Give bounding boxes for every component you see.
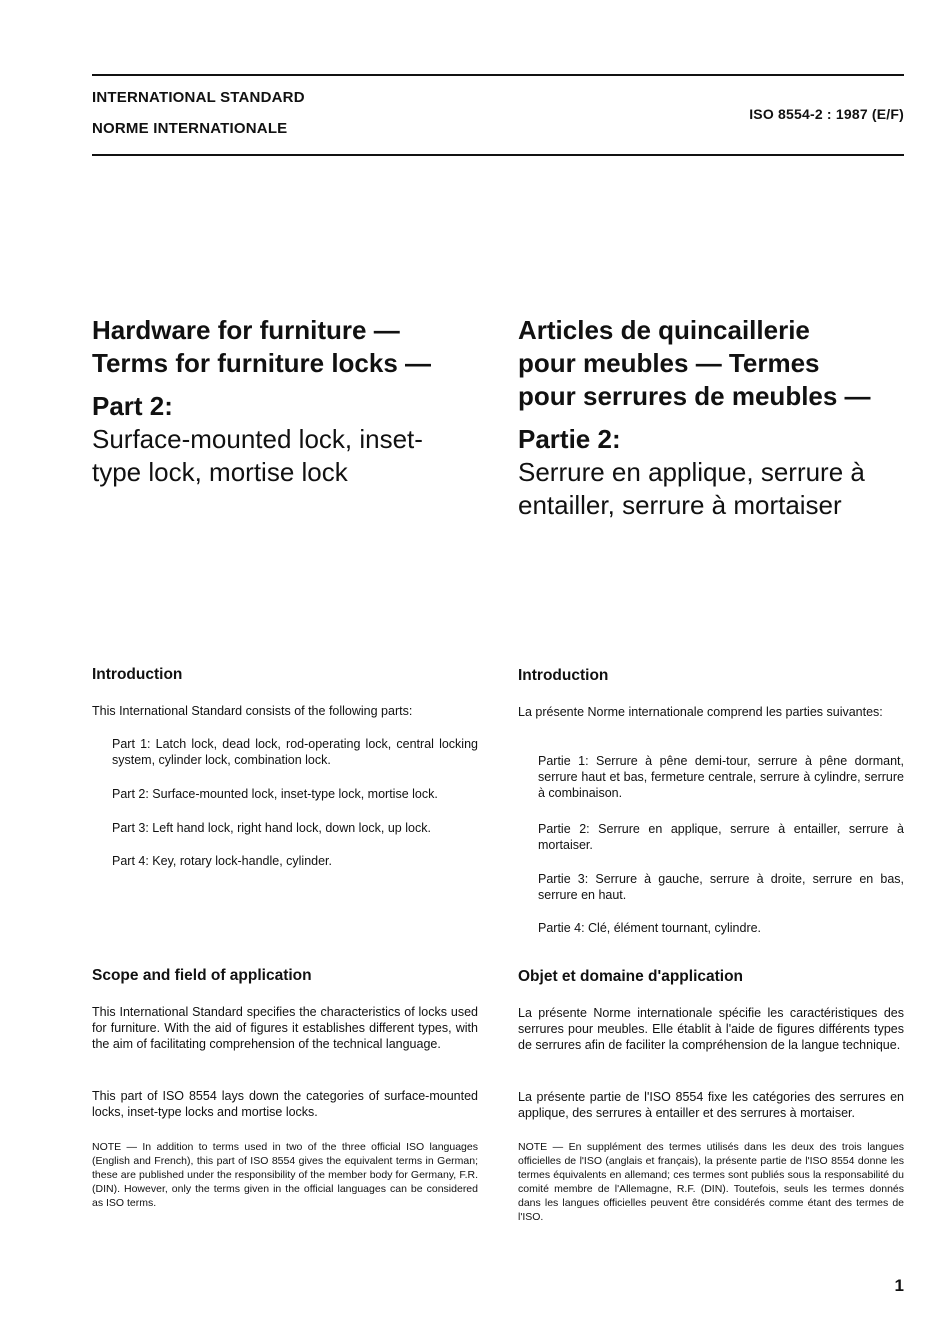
english-title-line-1: Hardware for furniture — xyxy=(92,315,400,345)
english-scope-heading: Scope and field of application xyxy=(92,967,312,984)
english-part-item-2: Part 2: Surface-mounted lock, inset-type lock, mortise lock. xyxy=(112,787,438,801)
header-line-fr: NORME INTERNATIONALE xyxy=(92,120,288,137)
header-line-en: INTERNATIONAL STANDARD xyxy=(92,89,305,106)
french-scope-heading: Objet et domaine d'application xyxy=(518,968,744,985)
french-part-item-4: Partie 4: Clé, élément tournant, cylindre. xyxy=(538,921,762,935)
english-introduction-text: This International Standard consists of the following parts: xyxy=(92,704,413,718)
english-part-item-3: Part 3: Left hand lock, right hand lock, down lock, up lock. xyxy=(112,821,431,835)
french-part-item-3: Partie 3: Serrure à gauche, serrure à droite, serrure en bas, serrure en haut. xyxy=(538,872,904,902)
french-scope-paragraph-1: La présente Norme internationale spécifie les caractéristiques des serrures pour meubles. Elle établit à l'aide de figures différents types de serrures afin de faciliter la compréhension de la langue technique. xyxy=(518,1006,904,1052)
english-title-block xyxy=(92,314,476,489)
french-title-line-1: Articles de quincaillerie xyxy=(518,315,810,345)
english-scope-paragraph-1: This International Standard specifies the characteristics of locks used for furniture. With the aid of figures it establishes different types, with the aim of facilitating comprehension of the technical language. xyxy=(92,1005,478,1051)
header-bottom-rule xyxy=(92,154,904,156)
english-part-item-1: Part 1: Latch lock, dead lock, rod-operating lock, central locking system, cylinder lock, combination lock. xyxy=(112,737,478,767)
french-introduction-text: La présente Norme internationale comprend les parties suivantes: xyxy=(518,705,883,719)
english-part-label: Part 2: xyxy=(92,391,173,421)
french-part-label: Partie 2: xyxy=(518,424,621,454)
french-subtitle-line-2: entailler, serrure à mortaiser xyxy=(518,490,842,520)
french-title-line-3: pour serrures de meubles — xyxy=(518,381,871,411)
english-title-line-2: Terms for furniture locks — xyxy=(92,348,432,378)
english-subtitle-line-1: Surface-mounted lock, inset- xyxy=(92,424,423,454)
english-note: NOTE — In addition to terms used in two of the three official ISO languages (English and French), this part of ISO 8554 gives the equivalent terms in German; these are published under the responsibility of the member body for Germany, F.R. (DIN). However, only the terms given in the official languages can be considered as ISO terms. xyxy=(92,1141,478,1209)
french-introduction-heading: Introduction xyxy=(518,667,609,684)
english-part-item-4: Part 4: Key, rotary lock-handle, cylinder. xyxy=(112,854,333,868)
french-scope-paragraph-2: La présente partie de l'ISO 8554 fixe les catégories des serrures en applique, des serrures à entailler et des serrures à mortaiser. xyxy=(518,1090,904,1120)
english-introduction-heading: Introduction xyxy=(92,666,183,683)
french-note: NOTE — En supplément des termes utilisés dans les deux des trois langues officielles de l'ISO (anglais et français), la présente partie de l'ISO 8554 donne les termes équivalents en allemand; ces termes sont publiés sous la responsabilité du comité membre de l'Allemagne, R.F. (DIN). Toutefois, seuls les termes donnés dans les langues officielles peuvent être considérés comme étant des termes de l'ISO. xyxy=(518,1141,904,1223)
french-part-item-2: Partie 2: Serrure en applique, serrure à entailler, serrure à mortaiser. xyxy=(538,822,904,852)
top-rule xyxy=(92,74,904,76)
french-part-item-1: Partie 1: Serrure à pêne demi-tour, serrure à pêne dormant, serrure haut et bas, fermeture centrale, serrure à cylindre, serrure à combinaison. xyxy=(538,754,904,800)
english-scope-paragraph-2: This part of ISO 8554 lays down the categories of surface-mounted locks, inset-type locks and mortise locks. xyxy=(92,1089,478,1119)
page-number: 1 xyxy=(894,1276,904,1295)
english-subtitle-line-2: type lock, mortise lock xyxy=(92,457,348,487)
standard-reference: ISO 8554-2 : 1987 (E/F) xyxy=(749,106,904,122)
french-title-line-2: pour meubles — Termes xyxy=(518,348,820,378)
french-subtitle-line-1: Serrure en applique, serrure à xyxy=(518,457,865,487)
french-title-block xyxy=(518,314,902,522)
